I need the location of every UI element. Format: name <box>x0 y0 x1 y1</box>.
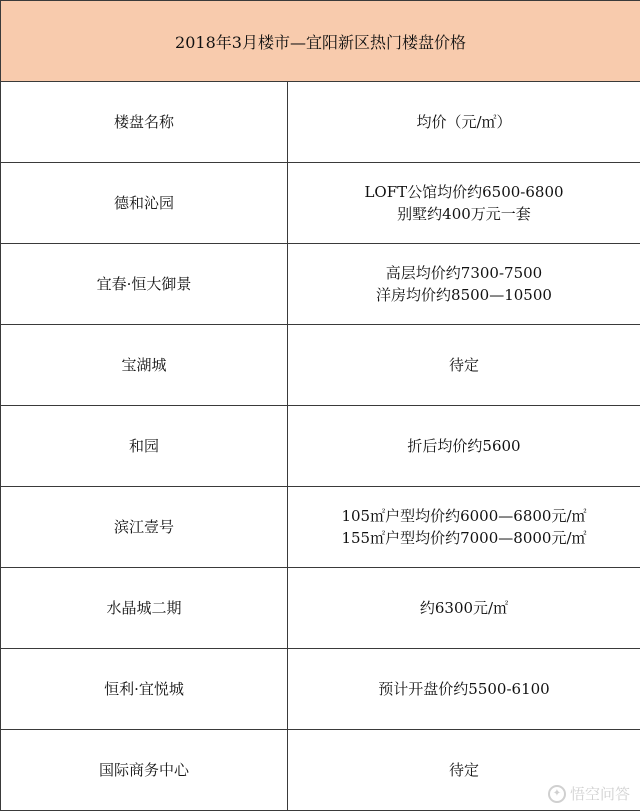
price-line: 别墅约400万元一套 <box>288 203 640 225</box>
property-name: 恒利·宜悦城 <box>1 649 288 730</box>
property-price <box>288 649 640 730</box>
table-row <box>1 487 640 568</box>
price-line: 高层均价约7300-7500 <box>288 262 640 284</box>
property-name: 滨江壹号 <box>1 487 288 568</box>
price-line: 洋房均价约8500—10500 <box>288 284 640 306</box>
property-price <box>288 406 640 487</box>
price-line: 105㎡户型均价约6000—6800元/㎡ <box>288 505 640 527</box>
property-name: 水晶城二期 <box>1 568 288 649</box>
property-name: 国际商务中心 <box>1 730 288 811</box>
header-row <box>1 82 640 163</box>
watermark-text: 悟空问答 <box>570 783 630 804</box>
property-price <box>288 163 640 244</box>
property-price <box>288 568 640 649</box>
property-price <box>288 487 640 568</box>
table-row <box>1 568 640 649</box>
table-row <box>1 163 640 244</box>
header-name: 楼盘名称 <box>1 82 288 163</box>
price-line: LOFT公馆均价约6500-6800 <box>288 181 640 203</box>
header-price: 均价（元/㎡） <box>288 82 640 163</box>
title-row <box>1 1 640 82</box>
table-row <box>1 730 640 811</box>
property-name: 宝湖城 <box>1 325 288 406</box>
property-name: 宜春·恒大御景 <box>1 244 288 325</box>
property-name: 德和沁园 <box>1 163 288 244</box>
wukong-logo-icon: ✦ <box>548 785 566 803</box>
price-line: 待定 <box>288 759 640 781</box>
table-row <box>1 325 640 406</box>
table-row <box>1 244 640 325</box>
property-price <box>288 244 640 325</box>
property-price <box>288 325 640 406</box>
table-title: 2018年3月楼市—宜阳新区热门楼盘价格 <box>1 1 640 82</box>
price-line: 待定 <box>288 354 640 376</box>
property-name: 和园 <box>1 406 288 487</box>
table-row <box>1 406 640 487</box>
price-line: 155㎡户型均价约7000—8000元/㎡ <box>288 527 640 549</box>
table-row <box>1 649 640 730</box>
price-line: 约6300元/㎡ <box>288 597 640 619</box>
price-line: 预计开盘价约5500-6100 <box>288 678 640 700</box>
price-line: 折后均价约5600 <box>288 435 640 457</box>
watermark <box>548 783 630 804</box>
